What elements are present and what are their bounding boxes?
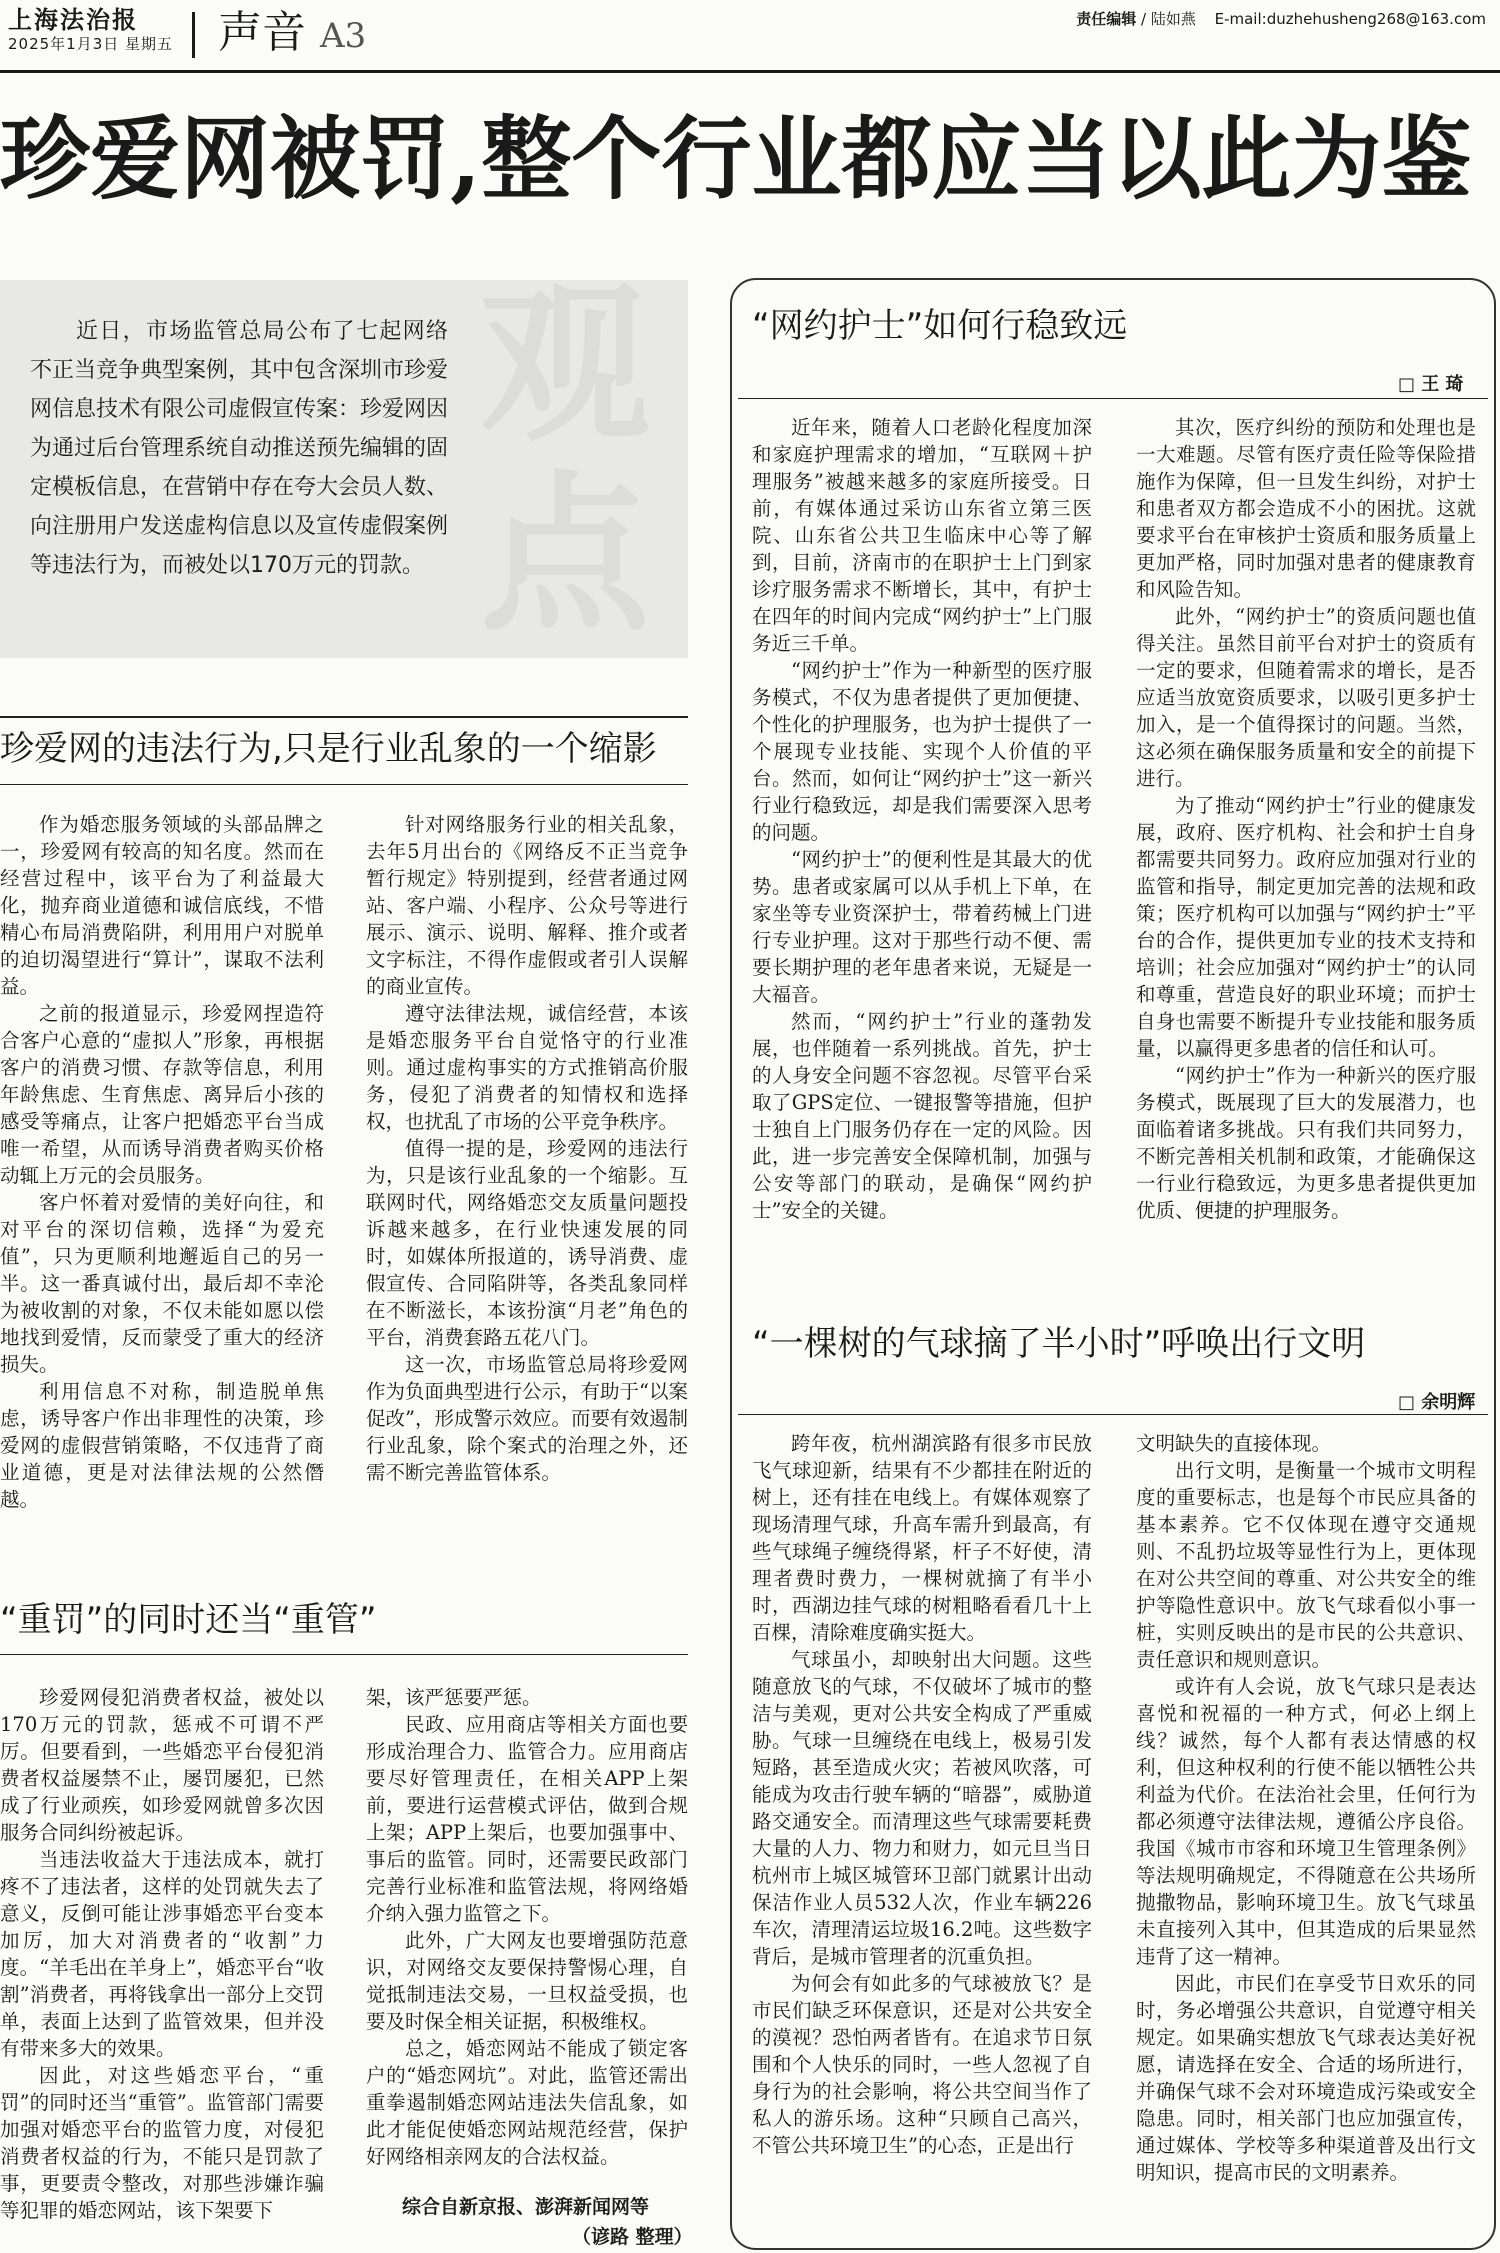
paragraph: 跨年夜，杭州湖滨路有很多市民放飞气球迎新，结果有不少都挂在附近的树上，还有挂在电线上。有媒体观察了现场清理气球，升高车需升到最高，有些气球绳子缠绕得紧，杆子不好使，清理者费时费力，一棵树就摘了有半小时，西湖边挂气球的树粗略看看几十上百棵，清除难度确实挺大。 bbox=[752, 1432, 1092, 1644]
header-rule bbox=[0, 70, 1500, 73]
article4-column1 bbox=[752, 1430, 1092, 2159]
article2-column2 bbox=[366, 1684, 688, 2170]
editor-label: 责任编辑 bbox=[1076, 10, 1137, 28]
editor-name: 陆如燕 bbox=[1150, 10, 1196, 28]
issue-date: 2025年1月3日 星期五 bbox=[8, 35, 174, 53]
main-headline: 珍爱网被罚,整个行业都应当以此为鉴 bbox=[0, 106, 1472, 212]
paragraph: 气球虽小，却映射出大问题。这些随意放飞的气球，不仅破坏了城市的整洁与美观，更对公共安全构成了严重威胁。气球一旦缠绕在电线上，极易引发短路，甚至造成火灾；若被风吹落，可能成为攻击行驶车辆的“暗器”，威胁道路交通安全。而清理这些气球需要耗费大量的人力、物力和财力，如元旦当日杭州市上城区城管环卫部门就累计出动保洁作业人员532人次，作业车辆226车次，清理清运垃圾16.2吨。这些数字背后，是城市管理者的沉重负担。 bbox=[752, 1648, 1092, 1968]
paragraph: 此外，广大网友也要增强防范意识，对网络交友要保持警惕心理，自觉抵制违法交易，一旦权益受损，也要及时保全相关证据，积极维权。 bbox=[366, 1929, 688, 2033]
section-title bbox=[218, 4, 366, 65]
watermark-text: 观点 bbox=[480, 265, 651, 655]
article2-source: 综合自新京报、澎湃新闻网等 bbox=[402, 2196, 650, 2218]
paragraph: 因此，市民们在享受节日欢乐的同时，务必增强公共意识，自觉遵守相关规定。如果确实想放飞气球表达美好祝愿，请选择在安全、合适的场所进行，并确保气球不会对环境造成污染或安全隐患。同时，相关部门也应加强宣传，通过媒体、学校等多种渠道普及出行文明知识，提高市民的文明素养。 bbox=[1136, 1972, 1476, 2184]
article4-rule bbox=[738, 1414, 1488, 1415]
masthead bbox=[8, 6, 218, 54]
paragraph: 这一次，市场监管总局将珍爱网作为负面典型进行公示，有助于“以案促改”，形成警示效应。而要有效遏制行业乱象，除个案式的治理之外，还需不断完善监管体系。 bbox=[366, 1353, 688, 1484]
article2-title: “重罚”的同时还当“重管” bbox=[0, 1600, 377, 1640]
intro-paragraph: 近日，市场监管总局公布了七起网络不正当竞争典型案例，其中包含深圳市珍爱网信息技术有限公司虚假宣传案：珍爱网因为通过后台管理系统自动推送预先编辑的固定模板信息，在营销中存在夸大会员人数、向注册用户发送虚构信息以及宣传虚假案例等违法行为，而被处以170万元的罚款。 bbox=[30, 319, 449, 578]
paragraph: 为何会有如此多的气球被放飞？是市民们缺乏环保意识，还是对公共安全的漠视？恐怕两者皆有。在追求节日氛围和个人快乐的同时，一些人忽视了自身行为的社会影响，将公共空间当作了私人的游乐场。这种“只顾自己高兴，不管公共环境卫生”的心态，正是出行 bbox=[752, 1972, 1092, 2157]
paragraph: 或许有人会说，放飞气球只是表达喜悦和祝福的一种方式，何必上纲上线？诚然，每个人都有表达情感的权利，但这种权利的行使不能以牺牲公共利益为代价。在法治社会里，任何行为都必须遵守法律法规，遵循公序良俗。我国《城市市容和环境卫生管理条例》等法规明确规定，不得随意在公共场所抛撒物品，影响环境卫生。放飞气球虽未直接列入其中，但其造成的后果显然违背了这一精神。 bbox=[1136, 1675, 1476, 1968]
page-number: A3 bbox=[320, 16, 367, 56]
paragraph: 其次，医疗纠纷的预防和处理也是一大难题。尽管有医疗责任险等保险措施作为保障，但一旦发生纠纷，对护士和患者双方都会造成不小的困扰。这就要求平台在审核护士资质和服务质量上更加严格，同时加强对患者的健康教育和风险告知。 bbox=[1136, 416, 1476, 601]
article3-rule bbox=[738, 398, 1488, 399]
paragraph: 作为婚恋服务领域的头部品牌之一，珍爱网有较高的知名度。然而在经营过程中，该平台为了利益最大化，抛弃商业道德和诚信底线，不惜精心布局消费陷阱，利用用户对脱单的迫切渴望进行“算计”，谋取不法利益。 bbox=[0, 813, 324, 998]
paragraph: “网约护士”的便利性是其最大的优势。患者或家属可以从手机上下单，在家坐等专业资深护士，带着药械上门进行专业护理。这对于那些行动不便、需要长期护理的老年患者来说，无疑是一大福音。 bbox=[752, 848, 1092, 1006]
article2-editor: （谚路 整理） bbox=[572, 2226, 693, 2248]
paragraph: 因此，对这些婚恋平台，“重罚”的同时还当“重管”。监管部门需要加强对婚恋平台的监管力度，对侵犯消费者权益的行为，不能只是罚款了事，更要责令整改，对那些涉嫌诈骗等犯罪的婚恋网站，该下架要下 bbox=[0, 2064, 324, 2222]
paragraph: 针对网络服务行业的相关乱象，去年5月出台的《网络反不正当竞争暂行规定》特别提到，经营者通过网站、客户端、小程序、公众号等进行展示、演示、说明、解释、推介或者文字标注，不得作虚假或者引人误解的商业宣传。 bbox=[366, 813, 688, 998]
paragraph: 然而，“网约护士”行业的蓬勃发展，也伴随着一系列挑战。首先，护士的人身安全问题不容忽视。尽管平台采取了GPS定位、一键报警等措施，但护士独自上门服务仍存在一定的风险。因此，进一步完善安全保障机制，加强与公安等部门的联动，是确保“网约护士”安全的关键。 bbox=[752, 1010, 1092, 1222]
paragraph: 此外，“网约护士”的资质问题也值得关注。虽然目前平台对护士的资质有一定的要求，但随着需求的增长，是否应适当放宽资质要求，以吸引更多护士加入，是一个值得探讨的问题。当然，这必须在确保服务质量和安全的前提下进行。 bbox=[1136, 605, 1476, 790]
paragraph: 当违法收益大于违法成本，就打疼不了违法者，这样的处罚就失去了意义，反倒可能让涉事婚恋平台变本加厉，加大对消费者的“收割”力度。“羊毛出在羊身上”，婚恋平台“收割”消费者，再将钱拿出一部分上交罚单，表面上达到了监管效果，但并没有带来多大的效果。 bbox=[0, 1848, 324, 2060]
paragraph: 为了推动“网约护士”行业的健康发展，政府、医疗机构、社会和护士自身都需要共同努力。政府应加强对行业的监管和指导，制定更加完善的法规和政策；医疗机构可以加强与“网约护士”平台的合作，提供更加专业的技术支持和培训；社会应加强对“网约护士”的认同和尊重，营造良好的职业环境；而护士自身也需要不断提升专业技能和服务质量，以赢得更多患者的信任和认可。 bbox=[1136, 794, 1476, 1060]
article3-column1 bbox=[752, 414, 1092, 1224]
article1-column2 bbox=[366, 811, 688, 1486]
paragraph: 之前的报道显示，珍爱网捏造符合客户心意的“虚拟人”形象，再根据客户的消费习惯、存款等信息，利用年龄焦虑、生育焦虑、离异后小孩的感受等痛点，让客户把婚恋平台当成唯一希望，从而诱导消费者购买价格动辄上万元的会员服务。 bbox=[0, 1002, 324, 1187]
paragraph: 民政、应用商店等相关方面也要形成治理合力、监管合力。应用商店要尽好管理责任，在相关APP上架前，要进行运营模式评估，做到合规上架；APP上架后，也要加强事中、事后的监管。同时，还需要民政部门完善行业标准和监管法规，将网络婚介纳入强力监管之下。 bbox=[366, 1713, 688, 1925]
paragraph: 近年来，随着人口老龄化程度加深和家庭护理需求的增加，“互联网＋护理服务”被越来越多的家庭所接受。日前，有媒体通过采访山东省立第三医院、山东省公共卫生临床中心等了解到，目前，济南市的在职护士上门到家诊疗服务需求不断增长，其中，有护士在四年的时间内完成“网约护士”上门服务近三千单。 bbox=[752, 416, 1092, 655]
article1-title: 珍爱网的违法行为,只是行业乱象的一个缩影 bbox=[0, 729, 657, 769]
newspaper-logo: 上海法治报 bbox=[8, 5, 138, 34]
paragraph: 客户怀着对爱情的美好向往，和对平台的深切信赖，选择“为爱充值”，只为更顺利地邂逅自己的另一半。这一番真诚付出，最后却不幸沦为被收割的对象，不仅未能如愿以偿地找到爱情，反而蒙受了重大的经济损失。 bbox=[0, 1191, 324, 1376]
article2-column1 bbox=[0, 1684, 324, 2224]
article4-column2 bbox=[1136, 1430, 1476, 2186]
editor-email: E-mail:duzhehusheng268@163.com bbox=[1214, 10, 1486, 28]
paragraph: 文明缺失的直接体现。 bbox=[1136, 1432, 1332, 1455]
paragraph: 架，该严惩要严惩。 bbox=[366, 1686, 542, 1709]
article1-column1 bbox=[0, 811, 324, 1513]
paragraph: “网约护士”作为一种新兴的医疗服务模式，既展现了巨大的发展潜力，也面临着诸多挑战。只有我们共同努力，不断完善相关机制和政策，才能确保这一行业行稳致远，为更多患者提供更加优质、便捷的护理服务。 bbox=[1136, 1064, 1476, 1222]
paragraph: 总之，婚恋网站不能成了锁定客户的“婚恋网坑”。对此，监管还需出重拳遏制婚恋网站违法失信乱象，如此才能促使婚恋网站规范经营，保护好网络相亲网友的合法权益。 bbox=[366, 2037, 688, 2168]
paragraph: 遵守法律法规，诚信经营，本该是婚恋服务平台自觉恪守的行业准则。通过虚构事实的方式推销高价服务，侵犯了消费者的知情权和选择权，也扰乱了市场的公平竞争秩序。 bbox=[366, 1002, 688, 1133]
article4-title: “一棵树的气球摘了半小时”呼唤出行文明 bbox=[752, 1324, 1366, 1364]
article3-byline: □ 王 琦 bbox=[1398, 374, 1464, 395]
article1-rule bbox=[0, 716, 688, 718]
article2-subrule bbox=[0, 1654, 688, 1655]
paragraph: 出行文明，是衡量一个城市文明程度的重要标志，也是每个市民应具备的基本素养。它不仅体现在遵守交通规则、不乱扔垃圾等显性行为上，更体现在对公共空间的尊重、对公共安全的维护等隐性意识中。放飞气球看似小事一桩，实则反映出的是市民的公共意识、责任意识和规则意识。 bbox=[1136, 1459, 1476, 1671]
article4-byline: □ 余明辉 bbox=[1398, 1392, 1476, 1413]
article3-column2 bbox=[1136, 414, 1476, 1224]
paragraph: “网约护士”作为一种新型的医疗服务模式，不仅为患者提供了更加便捷、个性化的护理服务，也为护士提供了一个展现专业技能、实现个人价值的平台。然而，如何让“网约护士”这一新兴行业行稳致远，却是我们需要深入思考的问题。 bbox=[752, 659, 1092, 844]
article3-title: “网约护士”如何行稳致远 bbox=[752, 306, 1128, 346]
paragraph: 利用信息不对称，制造脱单焦虑，诱导客户作出非理性的决策，珍爱网的虚假营销策略，不仅违背了商业道德，更是对法律法规的公然僭越。 bbox=[0, 1380, 324, 1511]
header-divider bbox=[192, 12, 195, 58]
paragraph: 值得一提的是，珍爱网的违法行为，只是该行业乱象的一个缩影。互联网时代，网络婚恋交友质量问题投诉越来越多，在行业快速发展的同时，如媒体所报道的，诱导消费、虚假宣传、合同陷阱等，各类乱象同样在不断滋长，本该扮演“月老”角色的平台，消费套路五花八门。 bbox=[366, 1137, 688, 1349]
editor-info: 责任编辑 / 陆如燕 E-mail:duzhehusheng268@163.com bbox=[1076, 10, 1486, 28]
section-name: 声音 bbox=[218, 7, 306, 58]
article1-subrule bbox=[0, 784, 688, 785]
paragraph: 珍爱网侵犯消费者权益，被处以170万元的罚款，惩戒不可谓不严厉。但要看到，一些婚恋平台侵犯消费者权益屡禁不止，屡罚屡犯，已然成了行业顽疾，如珍爱网就曾多次因服务合同纠纷被起诉。 bbox=[0, 1686, 324, 1844]
